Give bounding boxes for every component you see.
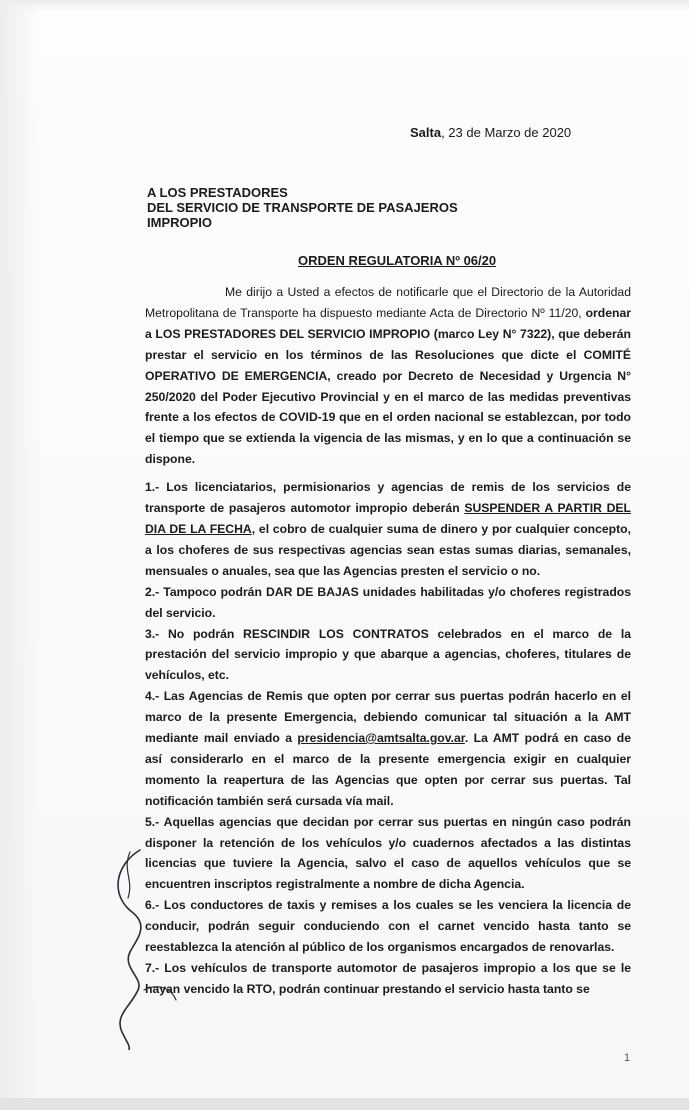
addressee-line-1: A LOS PRESTADORES <box>147 185 288 200</box>
document-title: ORDEN REGULATORIA Nº 06/20 <box>298 253 497 268</box>
intro-bold-text: ordenar a LOS PRESTADORES DEL SERVICIO IMPROPIO (marco Ley N° 7322), que deberán prestar el servicio en los términos de las Resoluciones que dicte el COMITÉ OPERATIVO DE EMERGENCIA, creado por Decreto de Necesidad y Urgencia N° 250/2020 del Poder Ejecutivo Provincial y en el marco de las medidas preventivas frente a los efectos de COVID-19 que en el orden nacional se establezcan, por todo el tiempo que se extienda la vigencia de las mismas, y en lo que a continuación se dispone. <box>145 305 631 467</box>
item-4 <box>145 686 631 811</box>
intro-paragraph <box>145 282 631 470</box>
addressee-line-3: IMPROPIO <box>147 215 213 230</box>
item-5: 5.- Aquellas agencias que decidan por cerrar sus puertas en ningún caso podrán disponer la retención de los vehículos y/o cuadernos afectados a las distintas licencias que tuviere la Agencia, salvo el caso de aquellos vehículos que se encuentren inscriptos registralmente a nombre de dicha Agencia. <box>145 814 631 892</box>
document-date <box>410 125 571 140</box>
item-1-underlined: SUSPENDER A PARTIR DEL DIA DE LA FECHA <box>145 501 631 536</box>
date-text: , 23 de Marzo de 2020 <box>441 125 572 140</box>
document-body <box>145 282 631 1000</box>
item-1-text-a: 1.- Los licenciatarios, permisionarios y agencias de remis de los servicios de transporte de pasajeros automotor impropio deberán <box>145 480 631 516</box>
addressee-block <box>147 185 458 230</box>
date-city: Salta <box>410 125 442 140</box>
item-7: 7.- Los vehículos de transporte automotor de pasajeros impropio a los que se le hayan vencido la RTO, podrán continuar prestando el servicio hasta tanto se <box>145 961 631 996</box>
item-3: 3.- No podrán RESCINDIR LOS CONTRATOS celebrados en el marco de la prestación del servicio impropio y que abarque a agencias, choferes, titulares de vehículos, etc. <box>145 626 631 683</box>
addressee-line-2: DEL SERVICIO DE TRANSPORTE DE PASAJEROS <box>147 200 458 215</box>
item-4-text-b: . La AMT podrá en caso de así considerarlo en el marco de la presente emergencia exigir en cualquier momento la reapertura de las Agencias que opten por cerrar sus puertas. Tal notificación también será cursada vía mail. <box>145 731 631 808</box>
page-number: 1 <box>624 1052 631 1064</box>
item-6: 6.- Los conductores de taxis y remises a los cuales se les venciera la licencia de conducir, podrán seguir conduciendo con el carnet vencido hasta tanto se reestablezca la atención al público de los organismos encargados de renovarlas. <box>145 898 631 955</box>
item-4-text-a: 4.- Las Agencias de Remis que opten por cerrar sus puertas podrán hacerlo en el marco de la presente Emergencia, debiendo comunicar tal situación a la AMT mediante mail enviado a <box>145 689 631 746</box>
intro-text: Me dirijo a Usted a efectos de notificarle que el Directorio de la Autoridad Metropolitana de Transporte ha dispuesto mediante Acta de Directorio Nº 11/20, <box>145 285 631 320</box>
page-left-edge <box>0 0 40 1110</box>
page-bottom-edge <box>0 1098 689 1110</box>
page-top-shadow <box>0 0 689 10</box>
email-link[interactable]: presidencia@amtsalta.gov.ar <box>297 731 465 746</box>
handwritten-signature <box>100 840 180 1050</box>
item-1-text-b: , el cobro de cualquier suma de dinero y por cualquier concepto, a los choferes de sus respectivas agencias sean estas sumas diarias, semanales, mensuales o anuales, sea que las Agencias presten el servicio o no. <box>145 521 631 578</box>
item-2: 2.- Tampoco podrán DAR DE BAJAS unidades habilitadas y/o choferes registrados del servicio. <box>145 584 631 620</box>
item-1 <box>145 477 631 582</box>
